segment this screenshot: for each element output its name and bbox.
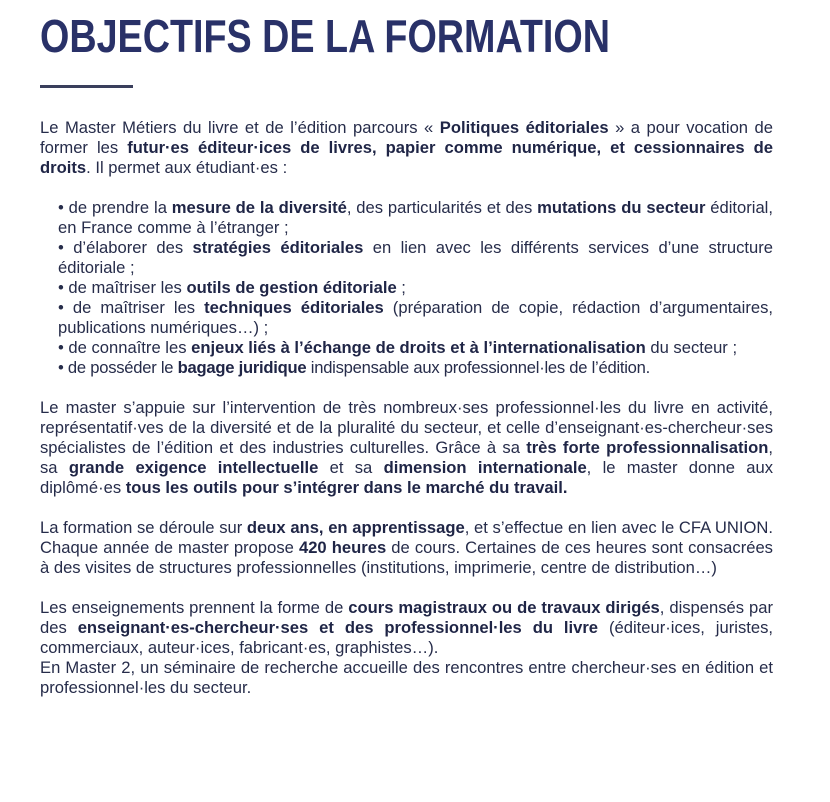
paragraph-bold: dimension internationale xyxy=(383,458,587,477)
list-item xyxy=(58,338,773,358)
paragraph-text: Le master s’appuie sur l’intervention de très nombreux·ses professionnel·les du livre en activité, représentatif·ves de la diversité et de la pluralité du secteur, et celle d’enseignant·es-chercheur·ses spécialistes de l’édition et des industries culturelles. Grâce à sa xyxy=(40,398,773,457)
paragraph-text: , le master donne aux diplômé·es xyxy=(40,458,774,497)
master-paragraph xyxy=(40,398,773,498)
page-title: OBJECTIFS DE LA FORMATION xyxy=(40,10,610,62)
paragraph-text: et sa xyxy=(318,458,384,477)
paragraph-text: En Master 2, un séminaire de recherche accueille des rencontres entre chercheur·ses en édition et professionnel·les du secteur. xyxy=(40,658,773,697)
paragraph-bold: tous les outils pour s’intégrer dans le marché du travail. xyxy=(125,478,568,497)
paragraph-text: de cours. Certaines de ces heures sont consacrées à des visites de structures professionnelles (institutions, imprimerie, centre de distribution…) xyxy=(40,538,773,577)
list-item-text: • d’élaborer des xyxy=(58,238,193,257)
paragraph-bold: cours magistraux ou de travaux dirigés xyxy=(348,598,660,617)
paragraph-bold: 420 heures xyxy=(298,538,387,557)
formation-paragraph xyxy=(40,518,773,578)
intro-paragraph xyxy=(40,118,773,178)
title-divider xyxy=(40,85,133,88)
list-item xyxy=(58,358,773,378)
paragraph-bold: très forte professionnalisation xyxy=(526,438,769,457)
list-item-text: ; xyxy=(396,278,406,297)
intro-text-1: Le Master Métiers du livre et de l’édition parcours « xyxy=(40,118,440,137)
list-item-text: en lien avec les différents services d’une structure éditoriale ; xyxy=(58,238,773,277)
list-item-bold: mesure de la diversité xyxy=(171,198,347,217)
list-item-text: • de prendre la xyxy=(58,198,172,217)
paragraph-text: , dispensés par des xyxy=(40,598,773,637)
list-item-text: • de maîtriser les xyxy=(58,278,187,297)
paragraph-bold: enseignant·es-chercheur·ses et des professionnel·les du livre xyxy=(77,618,599,637)
list-item-bold: outils de gestion éditoriale xyxy=(186,278,397,297)
list-item xyxy=(58,198,773,238)
list-item-bold: enjeux liés à l’échange de droits et à l’internationalisation xyxy=(191,338,646,357)
teaching-paragraph xyxy=(40,598,773,698)
list-item-text: , des particularités et des xyxy=(346,198,538,217)
paragraph-bold: grande exigence intellectuelle xyxy=(68,458,319,477)
list-item xyxy=(58,298,773,338)
intro-text-2: » a pour vocation de former les xyxy=(40,118,773,157)
list-item-bold: bagage juridique xyxy=(177,358,307,377)
paragraph-text: La formation se déroule sur xyxy=(40,518,247,537)
paragraph-text: Les enseignements prennent la forme de xyxy=(40,598,349,617)
paragraph-text: (éditeur·ices, juristes, commerciaux, auteur·ices, fabricant·es, graphistes…). xyxy=(40,618,773,657)
list-item-bold: stratégies éditoriales xyxy=(192,238,364,257)
list-item-text: • de posséder le xyxy=(58,358,178,377)
objectives-list xyxy=(40,198,773,378)
paragraph-text: , et s’effectue en lien avec le CFA UNION. Chaque année de master propose xyxy=(40,518,773,557)
list-item-text: éditorial, en France comme à l’étranger ; xyxy=(58,198,773,237)
list-item-text: (préparation de copie, rédaction d’argumentaires, publications numériques…) ; xyxy=(58,298,773,337)
intro-bold-1: Politiques éditoriales xyxy=(439,118,609,137)
paragraph-text: , sa xyxy=(40,438,773,477)
list-item-text: • de maîtriser les xyxy=(58,298,205,317)
list-item-bold: techniques éditoriales xyxy=(204,298,384,317)
list-item-text: • de connaître les xyxy=(58,338,192,357)
intro-bold-2: futur·es éditeur·ices de livres, papier comme numérique, et cessionnaires de droits xyxy=(40,138,774,177)
intro-text-3: . Il permet aux étudiant·es : xyxy=(86,158,288,177)
list-item xyxy=(58,238,773,278)
list-item-bold: mutations du secteur xyxy=(537,198,706,217)
list-item xyxy=(58,278,773,298)
paragraph-bold: deux ans, en apprentissage xyxy=(246,518,465,537)
list-item-text: indispensable aux professionnel·les de l’édition. xyxy=(306,358,650,377)
list-item-text: du secteur ; xyxy=(645,338,738,357)
